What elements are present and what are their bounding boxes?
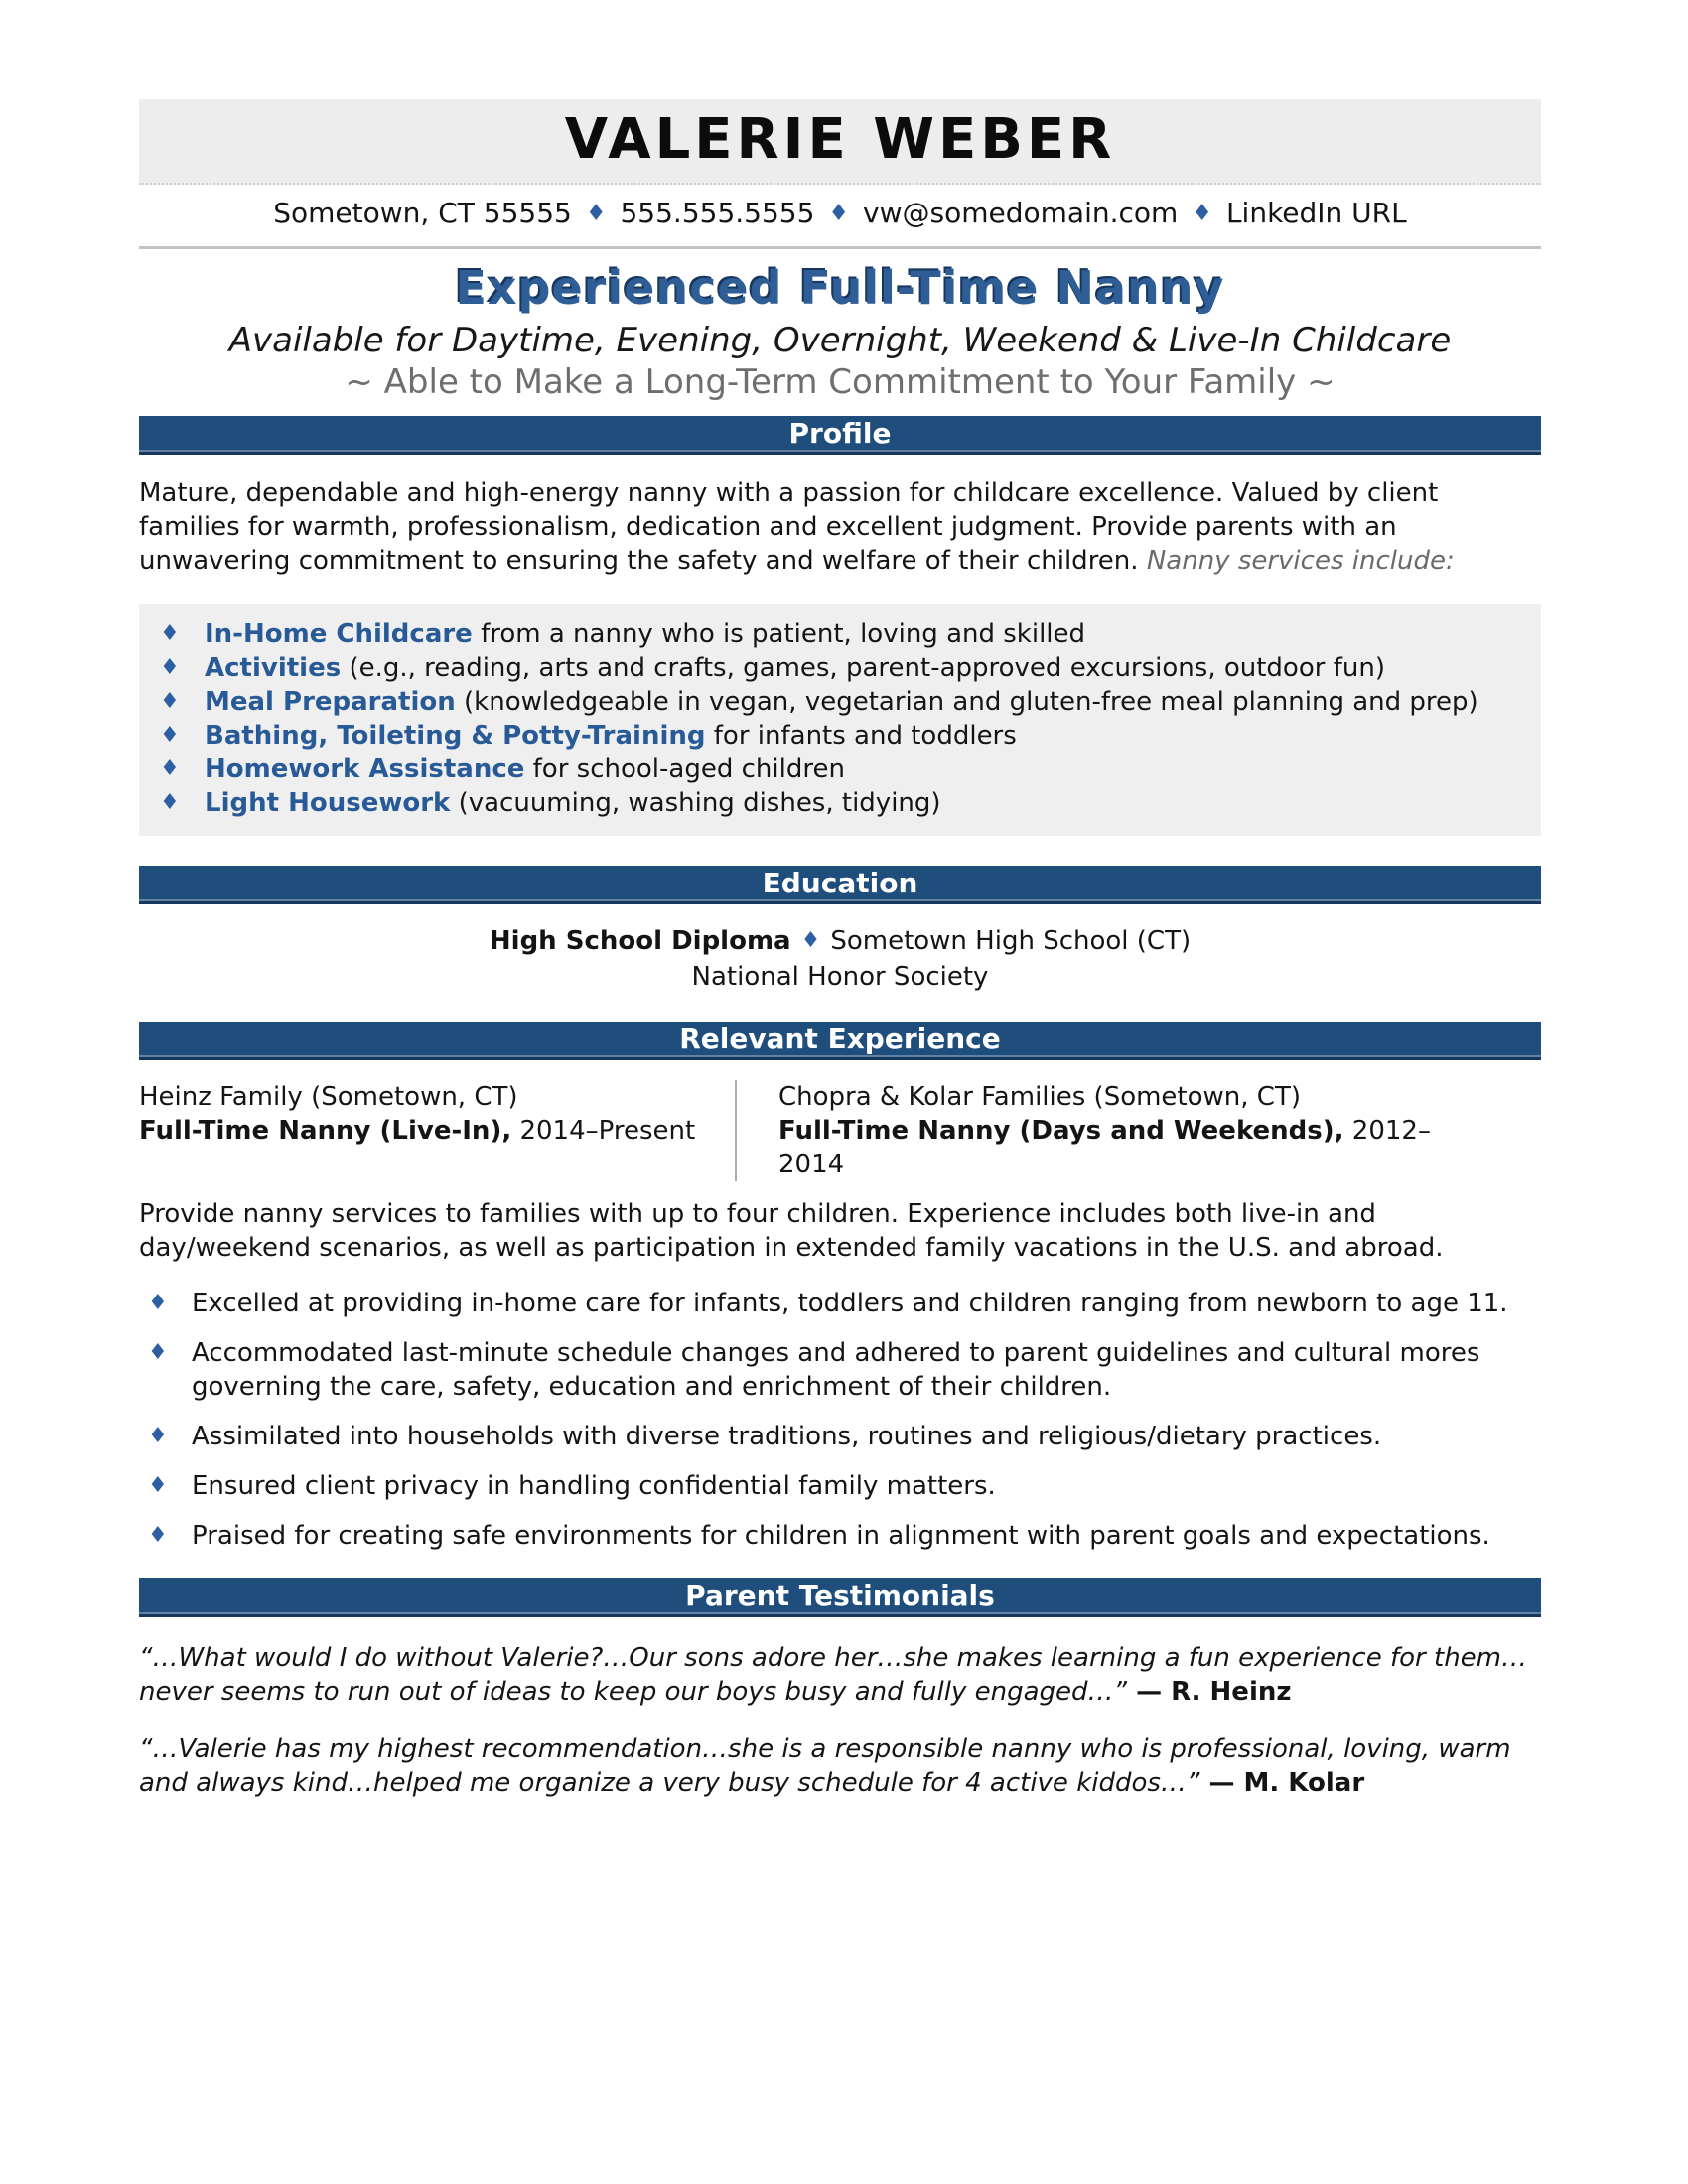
- service-item: [139, 752, 1541, 786]
- contact-linkedin: LinkedIn URL: [1225, 197, 1407, 229]
- service-term: Light Housework: [205, 788, 451, 818]
- diamond-bullet-icon: ♦: [148, 1340, 168, 1365]
- service-text: for school-aged children: [524, 754, 845, 784]
- service-text: from a nanny who is patient, loving and skilled: [472, 619, 1086, 649]
- document-subtitle: Available for Daytime, Evening, Overnight, Weekend & Live-In Childcare: [228, 321, 1452, 360]
- service-text: (e.g., reading, arts and crafts, games, parent-approved excursions, outdoor fun): [341, 653, 1385, 683]
- employer-name: Heinz Family (Sometown, CT): [139, 1082, 518, 1112]
- experience-bullet: [139, 1336, 1541, 1404]
- testimonial-attribution: — M. Kolar: [1199, 1768, 1365, 1798]
- service-term: Homework Assistance: [205, 754, 525, 784]
- contact-location: Sometown, CT 55555: [273, 197, 572, 229]
- education-block: [139, 924, 1541, 994]
- service-text: (vacuuming, washing dishes, tidying): [450, 788, 941, 818]
- service-term: Bathing, Toileting & Potty-Training: [205, 721, 706, 751]
- service-text: (knowledgeable in vegan, vegetarian and gluten-free meal planning and prep): [455, 687, 1478, 717]
- section-header-experience: Relevant Experience: [139, 1022, 1541, 1060]
- job-title-bold: Full-Time Nanny (Live-In),: [139, 1116, 512, 1146]
- job-title: [778, 1114, 1432, 1181]
- education-degree: High School Diploma: [489, 926, 791, 956]
- name-banner: [139, 99, 1541, 185]
- diamond-bullet-icon: ♦: [160, 723, 180, 748]
- experience-bullets: [139, 1287, 1541, 1553]
- diamond-separator-icon: ♦: [828, 201, 850, 226]
- service-term: Meal Preparation: [205, 687, 456, 717]
- bullet-text: Praised for creating safe environments for children in alignment with parent goals and expectations.: [192, 1521, 1490, 1551]
- bullet-text: Assimilated into households with diverse traditions, routines and religious/dietary practices.: [192, 1422, 1382, 1451]
- experience-bullet: [139, 1420, 1541, 1453]
- service-item: [139, 651, 1541, 685]
- section-header-education: Education: [139, 866, 1541, 904]
- experience-bullet: [139, 1519, 1541, 1553]
- education-degree-line: [139, 924, 1541, 960]
- document-title: Experienced Full-Time Nanny: [455, 261, 1225, 315]
- contact-phone: 555.555.5555: [620, 197, 815, 229]
- testimonial-quote: “…What would I do without Valerie?…Our sons adore her…she makes learning a fun experience for them…never seems to run out of ideas to keep our boys busy and fully engaged…”: [139, 1643, 1527, 1706]
- diamond-bullet-icon: ♦: [160, 790, 180, 815]
- testimonial: [139, 1641, 1541, 1708]
- profile-note: Nanny services include:: [1146, 546, 1455, 576]
- service-item: [139, 685, 1541, 719]
- diamond-bullet-icon: ♦: [148, 1424, 168, 1448]
- diamond-bullet-icon: ♦: [160, 621, 180, 646]
- service-item: [139, 719, 1541, 752]
- diamond-bullet-icon: ♦: [160, 655, 180, 680]
- bullet-text: Excelled at providing in-home care for infants, toddlers and children ranging from newborn to age 11.: [192, 1289, 1508, 1318]
- service-item: [139, 786, 1541, 820]
- diamond-bullet-icon: ♦: [160, 756, 180, 781]
- services-list: [139, 604, 1541, 836]
- contact-email: vw@somedomain.com: [863, 197, 1179, 229]
- job-dates: 2014–Present: [511, 1116, 696, 1146]
- bullet-text: Accommodated last-minute schedule changes and adhered to parent guidelines and cultural mores governing the care, safety, education and enrichment of their children.: [192, 1338, 1480, 1402]
- diamond-bullet-icon: ♦: [160, 689, 180, 714]
- resume-document: [139, 99, 1541, 1800]
- service-term: Activities: [205, 653, 342, 683]
- diamond-separator-icon: ♦: [1192, 201, 1212, 226]
- job-column: [735, 1080, 1432, 1181]
- testimonial-attribution: — R. Heinz: [1127, 1677, 1292, 1706]
- profile-summary: [139, 477, 1541, 578]
- diamond-bullet-icon: ♦: [148, 1291, 168, 1315]
- job-dates: 2012–2014: [778, 1116, 1431, 1179]
- experience-bullet: [139, 1287, 1541, 1320]
- contact-row: [139, 195, 1541, 234]
- diamond-bullet-icon: ♦: [148, 1523, 168, 1548]
- job-title: [139, 1114, 705, 1148]
- profile-summary-text: Mature, dependable and high-energy nanny with a passion for childcare excellence. Valued by client families for warmth, professionalism, dedication and excellent judgment. Provide parents with an unwavering commitment to ensuring the safety and welfare of their children.: [139, 478, 1439, 576]
- service-term: In-Home Childcare: [205, 619, 473, 649]
- experience-summary: Provide nanny services to families with up to four children. Experience includes both live-in and day/weekend scenarios, as well as participation in extended family vacations in the U.S. and abroad.: [139, 1199, 1444, 1263]
- education-school: Sometown High School (CT): [830, 926, 1192, 956]
- contact-divider: [139, 246, 1541, 249]
- testimonial: [139, 1732, 1541, 1800]
- diamond-separator-icon: ♦: [800, 928, 821, 953]
- section-header-profile: Profile: [139, 416, 1541, 455]
- document-tagline: ~ Able to Make a Long-Term Commitment to Your Family ~: [345, 362, 1336, 402]
- testimonial-quote: “…Valerie has my highest recommendation…she is a responsible nanny who is professional, loving, warm and always kind…helped me organize a very busy schedule for 4 active kiddos…”: [139, 1734, 1511, 1798]
- bullet-text: Ensured client privacy in handling confidential family matters.: [192, 1471, 996, 1501]
- experience-bullet: [139, 1469, 1541, 1503]
- job-column: [139, 1080, 735, 1181]
- education-honor: National Honor Society: [691, 962, 989, 992]
- diamond-bullet-icon: ♦: [148, 1473, 168, 1498]
- service-item: [139, 617, 1541, 651]
- diamond-separator-icon: ♦: [585, 201, 607, 226]
- testimonials-block: [139, 1641, 1541, 1800]
- employer-name: Chopra & Kolar Families (Sometown, CT): [778, 1082, 1301, 1112]
- section-header-testimonials: Parent Testimonials: [139, 1578, 1541, 1617]
- job-title-bold: Full-Time Nanny (Days and Weekends),: [778, 1116, 1344, 1146]
- jobs-row: [139, 1080, 1541, 1181]
- service-text: for infants and toddlers: [705, 721, 1017, 751]
- person-name: VALERIE WEBER: [564, 107, 1116, 172]
